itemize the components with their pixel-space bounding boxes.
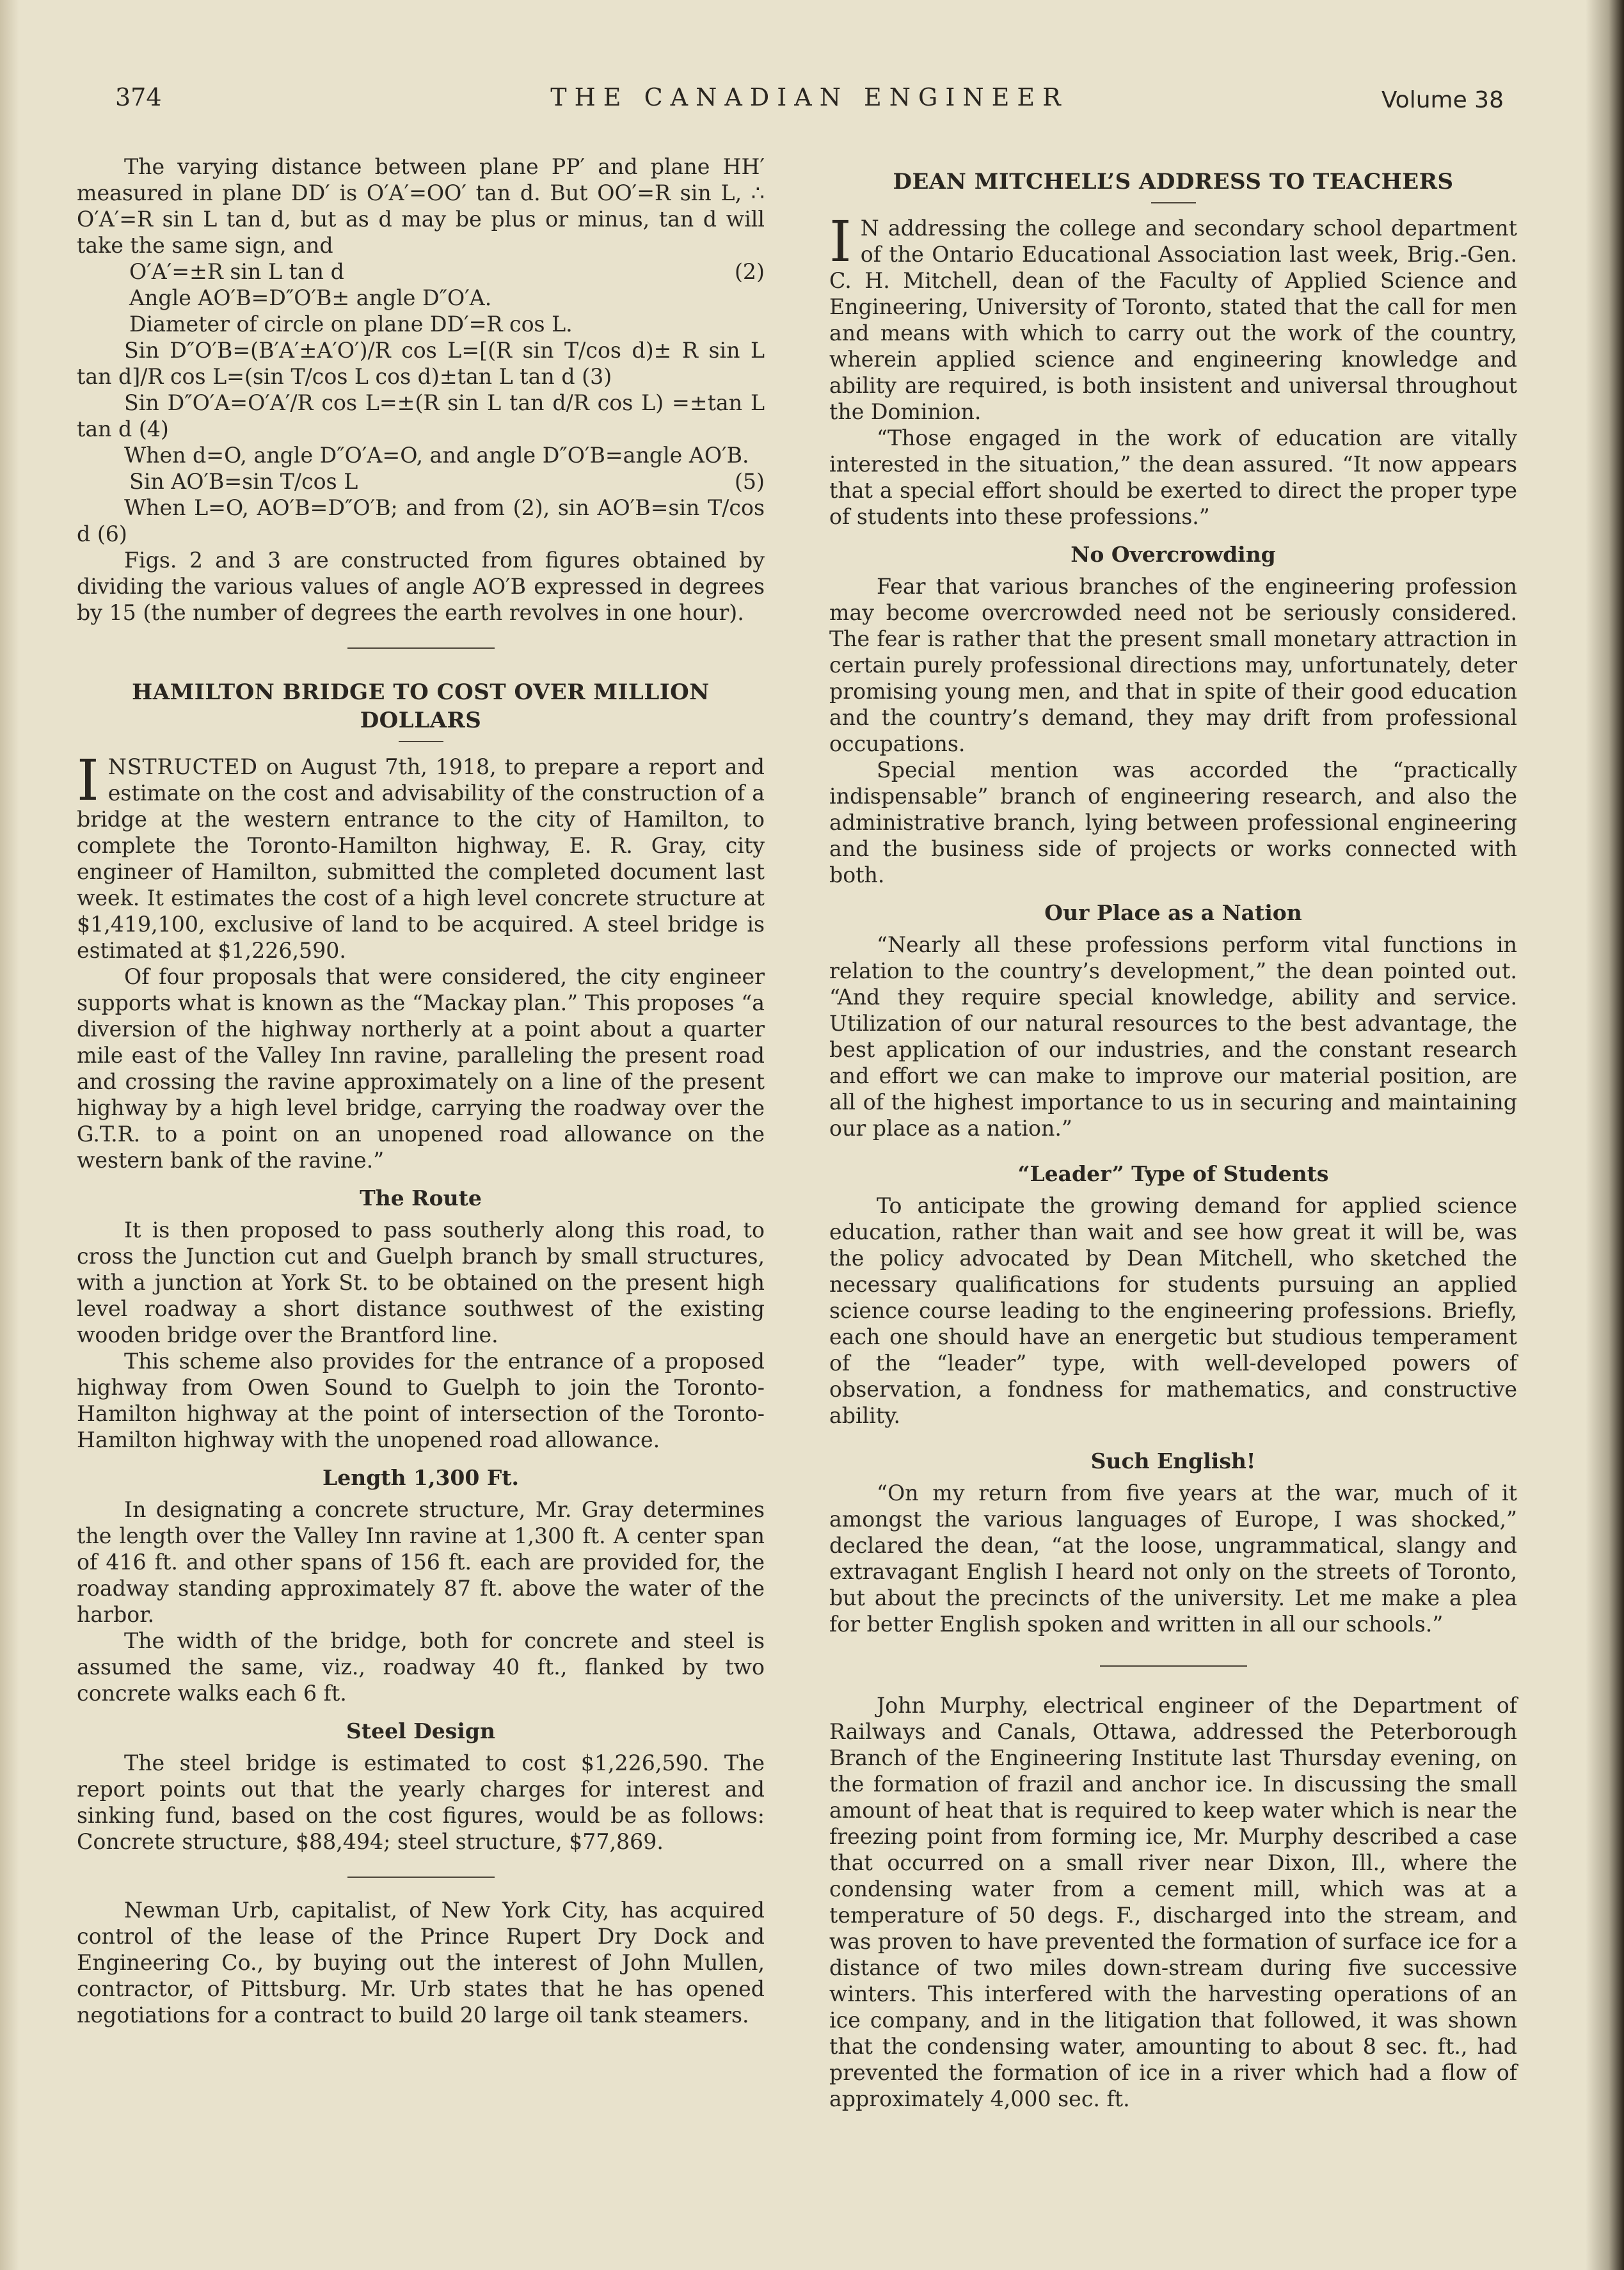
- article-title: HAMILTON BRIDGE TO COST OVER MILLION DOLLARS: [132, 679, 710, 733]
- hamilton-bridge-article: [77, 678, 765, 1855]
- left-column: [77, 154, 765, 2028]
- paragraph: This scheme also provides for the entrance of a proposed highway from Owen Sound to Guelph to join the Toronto-Hamilton highway at the point of intersection of the Toronto-Hamilton highway with the unopened road allowance.: [77, 1349, 765, 1452]
- lead-text: on August 7th, 1918, to prepare a report and estimate on the cost and advisability of the construction of a bridge at the western entrance to the city of Hamilton, to complete the Toronto-Hamilton highway, E. R. Gray, city engineer of Hamilton, submitted the completed document last week. It estimates the cost of a high level concrete structure at $1,419,100, exclusive of land to be acquired. A steel bridge is estimated at $1,226,590.: [77, 754, 765, 963]
- equation-3: [77, 337, 765, 390]
- paragraph: “Nearly all these professions perform vital functions in relation to the country’s development,” the dean pointed out. “And they require special knowledge, ability and service. Utilization of our natural resources to the best advantage, the best application of our industries, and the constant research and effort we can make to improve our material position, are all of the highest importance to us in securing and maintaining our place as a nation.”: [829, 932, 1517, 1141]
- paragraph: The width of the bridge, both for concrete and steel is assumed the same, viz., roadway 40 ft., flanked by two concrete walks each 6 ft.: [77, 1628, 765, 1706]
- section-divider: [347, 647, 495, 649]
- equation-text: When L=O, AO′B=D″O′B; and from (2), sin AO′B=sin T/cos d: [77, 495, 765, 546]
- paragraph: In designating a concrete structure, Mr. Gray determines the length over the Valley Inn ravine at 1,300 ft. A center span of 416 ft. and other spans of 156 ft. each are provided for, the roadway standing approximately 87 ft. above the water of the harbor.: [77, 1497, 765, 1627]
- title-rule: [1151, 202, 1196, 203]
- subheading-steel-design: Steel Design: [346, 1718, 495, 1743]
- paragraph: “On my return from five years at the war, much of it amongst the various languages of Europe, I was shocked,” declared the dean, “at the loose, ungrammatical, slangy and extravagant English I heard not only on the streets of Toronto, but about the precincts of the university. Let me make a plea for better English spoken and written in all our schools.”: [829, 1480, 1517, 1637]
- lead-paragraph: [77, 747, 765, 964]
- equation-text: O′A′=±R sin L tan d: [129, 259, 344, 284]
- diameter-line: Diameter of circle on plane DD′=R cos L.: [129, 312, 573, 337]
- equation-text: Sin AO′B=sin T/cos L: [129, 469, 358, 494]
- equation-2: [77, 258, 765, 285]
- paragraph: Of four proposals that were considered, the city engineer supports what is known as the “Mackay plan.” This proposes “a diversion of the highway northerly at a point about a quarter mile east of the Valley Inn ravine, paralleling the present road and crossing the ravine approximately on a line of the present highway by a high level bridge, carrying the roadway over the G.T.R. to a point on an unopened road allowance on the western bank of the ravine.”: [77, 964, 765, 1173]
- drop-cap: I: [77, 747, 99, 813]
- paragraph: Special mention was accorded the “practically indispensable” branch of engineering research, and also the administrative branch, lying between professional engineering and the business side of projects or works connected with both.: [829, 758, 1517, 887]
- equation-text: Sin D″O′A=O′A′/R cos L=±(R sin L tan d/R cos L) =±tan L tan d: [77, 390, 765, 441]
- paragraph: To anticipate the growing demand for applied science education, rather than wait and see how great it will be, was the policy advocated by Dean Mitchell, who sketched the necessary qualifications for students pursuing an applied science course leading to the engineering professions. Briefly, each one should have an energetic but studious temperament of the “leader” type, with well-developed powers of observation, a fondness for mathematics, and constructive ability.: [829, 1193, 1517, 1428]
- running-header: [115, 83, 1504, 122]
- page-edge-shading: [0, 0, 19, 2270]
- page-gutter-shading: [1586, 0, 1624, 2270]
- math-continuation: [77, 154, 765, 626]
- paragraph: Fear that various branches of the engineering profession may become overcrowded need not be seriously considered. The fear is rather that the present small monetary attraction in certain purely professional directions may, unfortunately, deter promising young men, and that in spite of their good education and the country’s demand, they may drift from professional occupations.: [829, 574, 1517, 756]
- equation-text: Sin D″O′B=(B′A′±A′O′)/R cos L=[(R sin T/cos d)± R sin L tan d]/R cos L=(sin T/cos L cos d)±tan L tan d: [77, 338, 765, 389]
- angle-line: Angle AO′B=D″O′B± angle D″O′A.: [129, 285, 492, 310]
- equation-number: (2): [734, 259, 765, 284]
- murphy-news-item: John Murphy, electrical engineer of the Department of Railways and Canals, Ottawa, addressed the Peterborough Branch of the Engineering Institute last Thursday evening, on the formation of frazil and anchor ice. In discussing the small amount of heat that is required to keep water which is near the freezing point from forming ice, Mr. Murphy described a case that occurred on a small river near Dixon, Ill., where the condensing water from a cement mill, which was at a temperature of 50 degs. F., discharged into the stream, and was proven to have prevented the formation of surface ice for a distance of two miles down-stream during five successive winters. This interfered with the harvesting operations of an ice company, and in the litigation that followed, it was shown that the condensing water, amounting to about 8 sec. ft., had prevented the formation of ice in a river which had a flow of approximately 4,000 sec. ft.: [829, 1693, 1517, 2111]
- subheading-no-overcrowding: No Overcrowding: [1071, 542, 1276, 567]
- equation-4: [77, 390, 765, 442]
- equation-number: (4): [138, 417, 169, 441]
- subheading-length: Length 1,300 Ft.: [322, 1465, 519, 1490]
- when-d-line: When d=O, angle D″O′A=O, and angle D″O′B=angle AO′B.: [124, 443, 749, 468]
- equation-number: (5): [734, 469, 765, 494]
- title-rule: [399, 741, 443, 742]
- mitchell-address-article: [829, 168, 1517, 1637]
- lead-word: NSTRUCTED: [107, 754, 258, 779]
- paragraph: It is then proposed to pass southerly along this road, to cross the Junction cut and Guelph branch by small structures, with a junction at York St. to be obtained on the present high level roadway a short distance southwest of the existing wooden bridge over the Brantford line.: [77, 1218, 765, 1347]
- math-intro-paragraph: The varying distance between plane PP′ and plane HH′ measured in plane DD′ is O′A′=OO′ tan d. But OO′=R sin L, ∴ O′A′=R sin L tan d, but as d may be plus or minus, tan d will take the same sign, and: [77, 154, 765, 258]
- subheading-route: The Route: [360, 1186, 482, 1210]
- figs-paragraph: Figs. 2 and 3 are constructed from figures obtained by dividing the various values of angle AO′B expressed in degrees by 15 (the number of degrees the earth revolves in one hour).: [77, 548, 765, 625]
- urb-news-item: Newman Urb, capitalist, of New York City, has acquired control of the lease of the Prince Rupert Dry Dock and Engineering Co., by buying out the interest of John Mullen, contractor, of Pittsburg. Mr. Urb states that he has opened negotiations for a contract to build 20 large oil tank steamers.: [77, 1898, 765, 2028]
- page-number: 374: [115, 83, 162, 111]
- subheading-leader-type: “Leader” Type of Students: [1017, 1161, 1329, 1186]
- equation-number: (6): [97, 521, 127, 546]
- paragraph: “Those engaged in the work of education are vitally interested in the situation,” the dean assured. “It now appears that a special effort should be exerted to direct the proper type of students into these professions.”: [829, 425, 1517, 529]
- equation-5: [77, 468, 765, 495]
- subheading-such-english: Such English!: [1090, 1449, 1256, 1473]
- equation-6: [77, 495, 765, 547]
- volume-label: Volume 38: [1381, 87, 1504, 113]
- journal-title: THE CANADIAN ENGINEER: [550, 83, 1069, 111]
- equation-number: (3): [582, 364, 612, 389]
- lead-paragraph: [829, 209, 1517, 425]
- right-column: [829, 154, 1517, 2112]
- lead-text: N addressing the college and secondary school department of the Ontario Educational Association last week, Brig.-Gen. C. H. Mitchell, dean of the Faculty of Applied Science and Engineering, University of Toronto, stated that the call for men and means with which to carry out the work of the country, wherein applied science and engineering knowledge and ability are required, is both insistent and universal throughout the Dominion.: [829, 216, 1517, 424]
- article-title: DEAN MITCHELL’S ADDRESS TO TEACHERS: [893, 169, 1454, 194]
- drop-cap: I: [829, 209, 852, 274]
- section-divider: [1100, 1665, 1247, 1667]
- paragraph: The steel bridge is estimated to cost $1,226,590. The report points out that the yearly charges for interest and sinking fund, based on the cost figures, would be as follows: Concrete structure, $88,494; steel structure, $77,869.: [77, 1750, 765, 1854]
- subheading-place-as-nation: Our Place as a Nation: [1044, 900, 1302, 925]
- section-divider: [347, 1877, 495, 1878]
